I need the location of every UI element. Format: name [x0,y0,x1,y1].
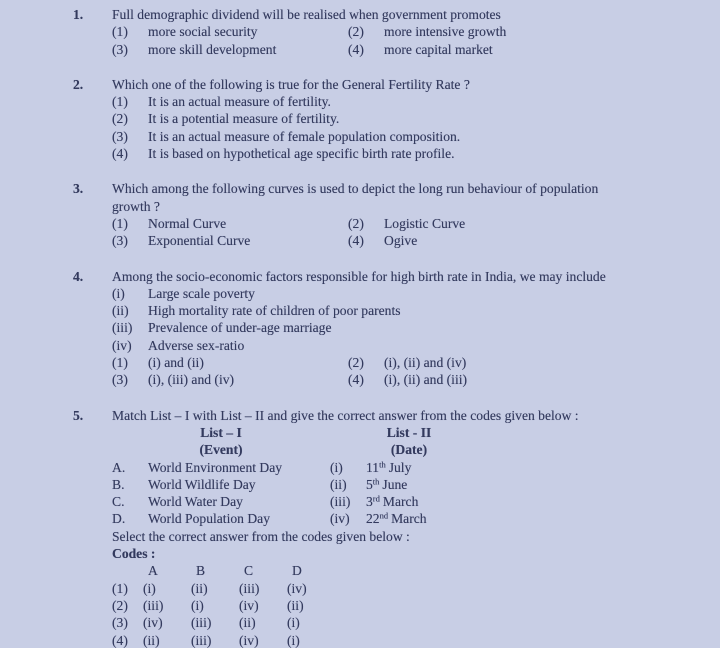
date-day: 3 [366,494,373,510]
question-5-text: Match List – I with List – II and give the correct answer from the codes given below : [112,407,579,423]
date-ordinal: th [372,476,380,487]
date-ordinal: rd [372,493,380,504]
match-roman: (iii) [330,494,351,510]
codes-row-1 [112,580,708,597]
code-option-number: (2) [112,597,128,613]
statement-text: Adverse sex-ratio [148,337,245,353]
match-letter: B. [112,476,125,492]
match-row-a [112,459,708,476]
question-5-number: 5. [73,407,84,423]
option-text: more intensive growth [384,24,507,40]
option-text: more skill development [148,41,277,57]
option-number: (2) [348,355,364,371]
option-text: more capital market [384,41,493,57]
option-4-1 [112,354,348,371]
option-number: (4) [348,372,364,388]
match-roman: (i) [330,459,343,475]
option-text: (i), (ii) and (iv) [384,355,467,371]
question-2-text: Which one of the following is true for the General Fertility Rate ? [112,76,470,92]
option-number: (4) [112,146,128,162]
question-5-body [112,407,708,648]
option-number: (4) [348,233,364,249]
question-2-body [112,76,708,162]
option-text: Exponential Curve [148,233,251,249]
option-4-2 [348,354,708,371]
codes-header-spacer [112,562,140,579]
match-event: World Environment Day [148,459,283,475]
code-option-number: (1) [112,580,128,596]
option-number: (3) [112,128,128,144]
match-date [366,476,708,493]
statement-iii [112,319,708,336]
code-cell-c: (iii) [239,580,260,596]
code-cell-d: (i) [287,632,300,648]
codes-header-b: B [196,563,206,579]
codes-header-a: A [148,563,158,579]
option-text: Ogive [384,233,418,249]
match-row-d [112,510,708,527]
match-row-c [112,493,708,510]
question-1-text: Full demographic dividend will be realised when government promotes [112,7,501,22]
statement-number: (iii) [112,320,133,336]
option-text: It is a potential measure of fertility. [148,111,340,127]
question-4-text: Among the socio-economic factors responsible for high birth rate in India, we may include [112,268,606,284]
option-text: It is based on hypothetical age specific birth rate profile. [148,146,455,162]
code-cell-b: (ii) [191,580,208,596]
codes-header-c: C [244,563,254,579]
date-month: June [382,476,408,492]
date-day: 22 [366,511,380,527]
match-list-titles [112,424,708,441]
option-text: (i), (ii) and (iii) [384,372,468,388]
date-month: March [382,494,419,510]
question-3-text-line-1: Which among the following curves is used to depict the long run behaviour of population [112,181,599,197]
codes-row-4 [112,632,708,648]
question-4-statements [112,285,708,354]
option-number: (1) [112,215,128,231]
date-ordinal: nd [379,510,389,521]
question-3-number: 3. [73,181,84,197]
option-number: (1) [112,94,128,110]
option-number: (3) [112,233,128,249]
question-4-row [73,268,708,389]
code-cell-c: (ii) [239,615,256,631]
statement-text: Large scale poverty [148,285,255,301]
option-text: Logistic Curve [384,215,466,231]
question-4 [73,268,708,389]
question-1 [73,6,708,58]
codes-row-3 [112,614,708,631]
question-4-number: 4. [73,268,84,284]
match-date [366,459,708,476]
option-2-4 [112,145,708,162]
match-roman: (ii) [330,476,347,492]
code-option-number: (4) [112,632,128,648]
match-letter: C. [112,494,125,510]
date-day: 5 [366,476,373,492]
statement-text: High mortality rate of children of poor parents [148,303,401,319]
question-5-row [73,407,708,648]
option-number: (3) [112,372,128,388]
date-month: July [388,459,412,475]
date-ordinal: th [379,459,386,470]
option-3-1 [112,215,348,232]
code-cell-d: (ii) [287,597,304,613]
statement-number: (ii) [112,303,129,319]
question-1-body [112,6,708,58]
list-2-title: List - II [386,424,432,440]
question-3-text-line-2: growth ? [112,198,160,214]
code-cell-c: (iv) [239,632,259,648]
option-text: Normal Curve [148,215,227,231]
code-cell-b: (i) [191,597,204,613]
question-3-row [73,180,708,249]
codes-header-row [112,562,708,579]
option-number: (2) [348,215,364,231]
codes-row-2 [112,597,708,614]
select-answer-instruction: Select the correct answer from the codes given below : [112,528,410,544]
match-list-subtitles [112,441,708,458]
code-option-number: (3) [112,615,128,631]
option-4-3 [112,371,348,388]
option-1-4 [348,41,708,58]
option-number: (4) [348,41,364,57]
option-3-4 [348,232,708,249]
question-2-number: 2. [73,76,84,92]
codes-label: Codes : [112,546,156,562]
match-row-b [112,476,708,493]
match-event: World Population Day [148,511,270,527]
question-2-row [73,76,708,162]
option-2-2 [112,110,708,127]
statement-number: (i) [112,285,125,301]
match-event: World Water Day [148,494,243,510]
option-text: It is an actual measure of fertility. [148,94,331,110]
question-5 [73,407,708,648]
question-2 [73,76,708,162]
option-text: It is an actual measure of female population composition. [148,128,461,144]
statement-number: (iv) [112,337,132,353]
list-1-subtitle: (Event) [199,442,243,458]
code-cell-b: (iii) [191,632,212,648]
list-2-subtitle: (Date) [390,442,428,458]
code-cell-b: (iii) [191,615,212,631]
option-3-3 [112,232,348,249]
match-roman: (iv) [330,511,350,527]
option-number: (2) [112,111,128,127]
option-4-4 [348,371,708,388]
option-2-3 [112,128,708,145]
list-1-title: List – I [200,424,242,440]
match-date [366,493,708,510]
option-text: (i) and (ii) [148,355,204,371]
question-1-row [73,6,708,58]
statement-text: Prevalence of under-age marriage [148,320,332,336]
code-cell-d: (iv) [287,580,307,596]
codes-header-d: D [292,563,302,579]
option-number: (1) [112,24,128,40]
code-cell-d: (i) [287,615,300,631]
option-1-2 [348,23,708,40]
code-cell-a: (ii) [143,632,160,648]
question-4-options [112,354,708,389]
statement-ii [112,302,708,319]
statement-iv [112,337,708,354]
option-1-3 [112,41,348,58]
option-1-1 [112,23,348,40]
question-1-number: 1. [73,7,84,22]
question-1-options [112,23,708,58]
code-cell-a: (iii) [143,597,164,613]
option-text: more social security [148,24,258,40]
match-event: World Wildlife Day [148,476,256,492]
code-cell-a: (iv) [143,615,163,631]
option-number: (2) [348,24,364,40]
option-number: (1) [112,355,128,371]
question-3-options [112,215,708,250]
question-2-options [112,93,708,162]
question-3 [73,180,708,249]
code-cell-c: (iv) [239,597,259,613]
option-2-1 [112,93,708,110]
match-letter: A. [112,459,126,475]
statement-i [112,285,708,302]
question-4-body [112,268,708,389]
date-day: 11 [366,459,380,475]
option-3-2 [348,215,708,232]
question-3-body [112,180,708,249]
match-date [366,510,708,527]
date-month: March [391,511,427,527]
option-text: (i), (iii) and (iv) [148,372,235,388]
option-number: (3) [112,41,128,57]
code-cell-a: (i) [143,580,156,596]
match-letter: D. [112,511,126,527]
